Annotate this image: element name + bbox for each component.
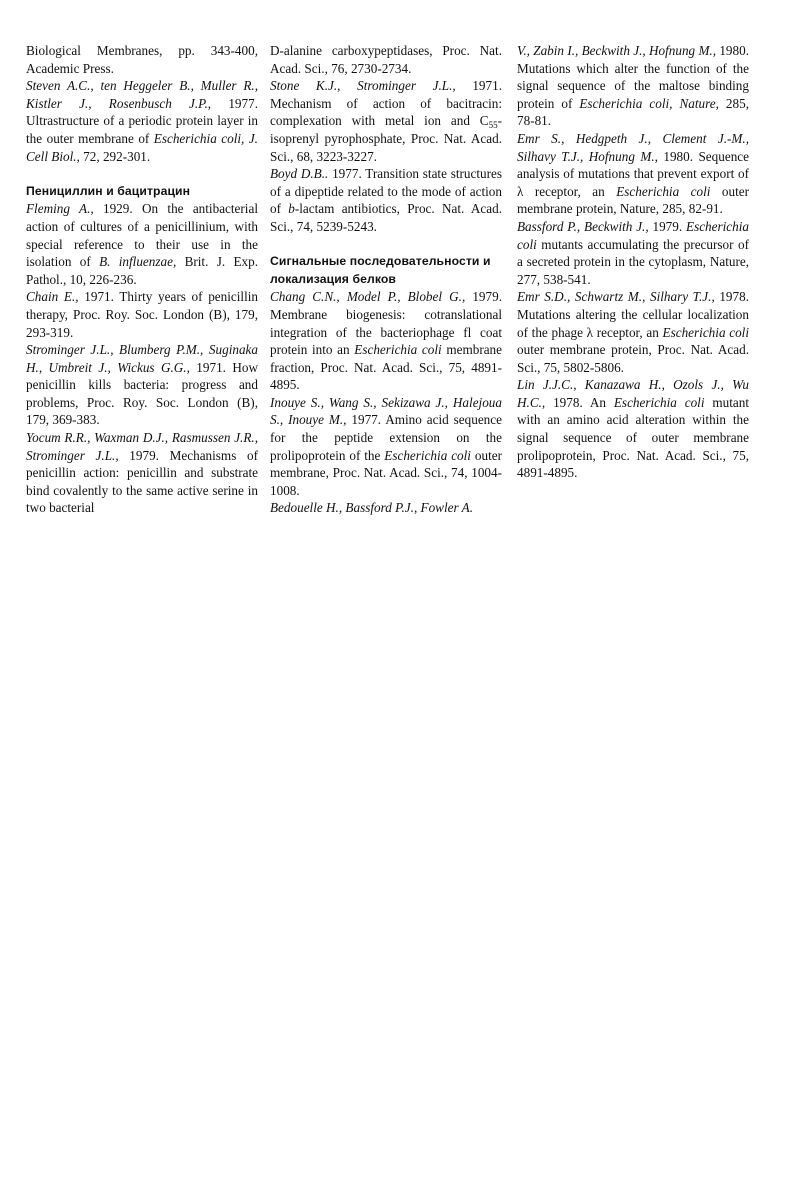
text-run: 1971. How penicillin kills bacteria: progress and problems, Proc. Roy. Soc. London (B), 179, 369-383.: [26, 359, 258, 428]
reference-entry: [26, 77, 258, 165]
reference-column-2: [270, 42, 502, 517]
italic-text: Strominger J.L., Blumberg P.M., Suginaka H., Umbreit J., Wickus G.G.,: [26, 342, 258, 375]
italic-text: Escherichia coli: [613, 394, 705, 410]
reference-entry: [270, 165, 502, 235]
text-run: Brit. J. Exp. Pathol., 10, 226-236.: [26, 254, 258, 287]
section-heading: Сигнальные последовательности и локализация белков: [270, 254, 491, 286]
italic-text: Escherichia coli: [354, 342, 442, 358]
italic-text: V., Zabin I., Beckwith J., Hofnung M.,: [517, 43, 717, 58]
italic-text: Fleming A.,: [26, 201, 94, 217]
italic-text: Steven A.C., ten Heggeler B., Muller R., Kistler J., Rosenbusch J.P.,: [26, 78, 258, 111]
italic-text: Escherichia coli: [662, 324, 750, 340]
italic-text: Lin J.J.C., Kanazawa H., Ozols J., Wu H.C.,: [517, 377, 749, 410]
text-run: 1979. Mechanisms of penicillin action: penicillin and substrate bind covalently to the same active serine in two bacterial: [26, 447, 258, 516]
italic-text: Escherichia coli: [384, 447, 471, 463]
text-run: outer membrane protein, Proc. Nat. Acad. Sci., 75, 5802-5806.: [517, 342, 749, 375]
text-run: 1929. On the antibacterial action of cultures of a penicillinium, with special reference to their use in the isolation of: [26, 201, 258, 270]
subscript: 55: [488, 120, 498, 131]
text-run: mutant with an amino acid alteration within the signal sequence of outer membrane prolipoprotein, Proc. Nat. Acad. Sci., 75, 4891-4895.: [517, 394, 750, 481]
italic-text: Escherichia coli: [517, 218, 750, 252]
text-run: 1979. Membrane biogenesis: cotranslational integration of the bacteriophage fl coat protein into an: [270, 289, 503, 358]
text-run: 1979.: [648, 218, 687, 234]
reference-entry: [270, 77, 502, 165]
italic-text: Chain E.,: [26, 289, 79, 305]
text-run: 1977. Transition state structures of a dipeptide related to the mode of action of: [270, 166, 502, 217]
text-run: D-alanine carboxypeptidases, Proc. Nat. Acad. Sci., 76, 2730-2734.: [270, 43, 502, 76]
reference-entry: [517, 218, 749, 288]
text-run: Biological Membranes, pp. 343-400, Academic Press.: [26, 43, 258, 76]
italic-text: Chang C.N., Model P., Blobel G.,: [270, 289, 466, 305]
text-run: 1971. Mechanism of action of bacitracin: complexation with metal ion and C: [270, 78, 502, 129]
italic-text: Boyd D.B..: [270, 166, 329, 182]
text-run: 1977. Ultrastructure of a periodic protein layer in the outer membrane of: [26, 95, 258, 146]
text-run: 285, 78-81.: [517, 95, 749, 129]
reference-entry: [270, 288, 502, 394]
text-run: outer membrane protein, Nature, 285, 82-91.: [517, 183, 749, 217]
italic-text: Escherichia coli, Nature,: [579, 95, 719, 111]
italic-text: Yocum R.R., Waxman D.J., Rasmussen J.R., Strominger J.L.,: [26, 430, 258, 463]
italic-text: B. influenzae,: [99, 254, 177, 270]
text-run: outer membrane, Proc. Nat. Acad. Sci., 74, 1004-1008.: [270, 447, 502, 498]
text-run: membrane fraction, Proc. Nat. Acad. Sci., 75, 4891-4895.: [270, 342, 503, 393]
italic-text: Inouye S., Wang S., Sekizawa J., Halejoua S., Inouye M.,: [270, 394, 502, 428]
italic-text: Bassford P., Beckwith J.,: [517, 218, 649, 234]
reference-entry: [26, 341, 258, 429]
text-run: -isoprenyl pyrophosphate, Proc. Nat. Acad. Sci., 68, 3223-3227.: [270, 113, 502, 164]
italic-text: b: [288, 201, 295, 217]
reference-entry: [517, 288, 749, 376]
reference-entry: [26, 200, 258, 288]
reference-entry: [270, 394, 502, 500]
text-run: 72, 292-301.: [79, 148, 151, 164]
italic-text: Escherichia coli, J. Cell Biol.,: [26, 130, 258, 164]
reference-column-1: [26, 42, 258, 517]
reference-column-3: [517, 42, 749, 482]
reference-entry: [517, 130, 749, 218]
text-run: 1971. Thirty years of penicillin therapy, Proc. Roy. Soc. London (B), 179, 293-319.: [26, 289, 259, 340]
reference-entry: [517, 42, 749, 130]
text-run: -lactam antibiotics, Proc. Nat. Acad. Sci., 74, 5239-5243.: [270, 201, 502, 234]
italic-text: Bedouelle H., Bassford P.J., Fowler A.: [270, 500, 474, 516]
reference-entry: [270, 499, 502, 517]
text-run: mutants accumulating the precursor of a secreted protein in the cytoplasm, Nature, 277, 538-541.: [517, 236, 749, 287]
text-run: 1977. Amino acid sequence for the peptide extension on the prolipoprotein of the: [270, 412, 502, 463]
text-run: 1980. Mutations which alter the function of the signal sequence of the maltose binding protein of: [517, 43, 750, 111]
reference-entry: [26, 429, 258, 517]
text-run: 1978. Mutations altering the cellular localization of the phage λ receptor, an: [517, 289, 749, 340]
reference-entry: [270, 42, 502, 77]
text-run: 1978. An: [545, 394, 614, 410]
reference-entry: [517, 376, 749, 482]
text-run: 1980. Sequence analysis of mutations that prevent export of λ receptor, an: [517, 148, 749, 199]
italic-text: Escherichia coli: [616, 183, 711, 199]
italic-text: Emr S., Hedgpeth J., Clement J.-M., Silhavy T.J., Hofnung M.,: [517, 130, 749, 164]
italic-text: Stone K.J., Strominger J.L.,: [270, 78, 456, 94]
reference-entry: [26, 288, 258, 341]
section-heading: Пенициллин и бацитрацин: [26, 183, 191, 198]
italic-text: Emr S.D., Schwartz M., Silhary T.J.,: [517, 289, 715, 305]
reference-entry: [26, 42, 258, 77]
